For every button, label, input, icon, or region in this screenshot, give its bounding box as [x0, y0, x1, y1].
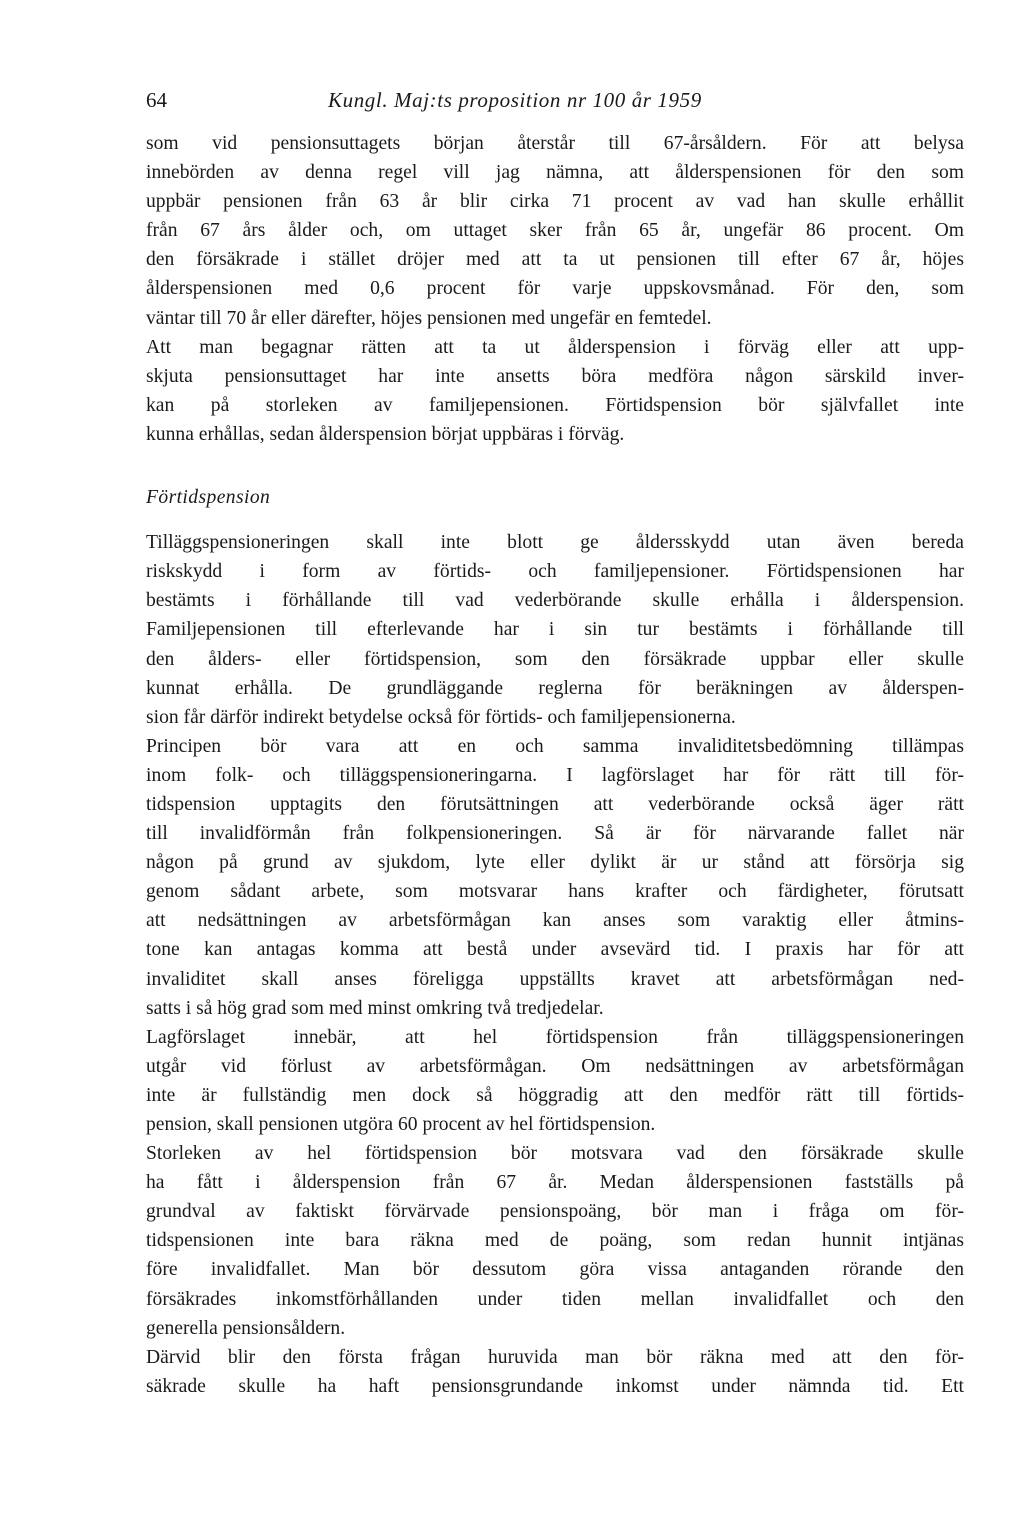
text-line: Principen bör vara att en och samma invaliditetsbedömning tillämpas — [146, 735, 964, 757]
text-line: säkrade skulle ha haft pensionsgrundande inkomst under nämnda tid. Ett — [146, 1375, 964, 1397]
text-line: Lagförslaget innebär, att hel förtidspension från tilläggspensioneringen — [146, 1026, 964, 1048]
text-line: att nedsättningen av arbetsförmågan kan anses som varaktig eller åtmins- — [146, 910, 964, 932]
text-line: satts i så hög grad som med minst omkring två tredjedelar. — [146, 997, 604, 1019]
text-line: den försäkrade i stället dröjer med att ta ut pensionen till efter 67 år, höjes — [146, 249, 964, 271]
text-line: från 67 års ålder och, om uttaget sker från 65 år, ungefär 86 procent. Om — [146, 220, 964, 242]
text-line: ha fått i ålderspension från 67 år. Medan ålderspensionen fastställs på — [146, 1172, 964, 1194]
spacer — [146, 512, 964, 528]
text-line: Att man begagnar rätten att ta ut ålderspension i förväg eller att upp- — [146, 336, 964, 358]
text-line: invaliditet skall anses föreligga uppställts kravet att arbetsförmågan ned- — [146, 968, 964, 990]
text-line: kan på storleken av familjepensionen. Förtidspension bör självfallet inte — [146, 394, 964, 416]
paragraph-block-1 — [146, 129, 964, 449]
page-number: 64 — [146, 88, 167, 112]
text-line: genom sådant arbete, som motsvarar hans krafter och färdigheter, förutsatt — [146, 881, 964, 903]
text-line: tidspensionen inte bara räkna med de poäng, som redan hunnit intjänas — [146, 1230, 964, 1252]
text-line: riskskydd i form av förtids- och familjepensioner. Förtidspensionen har — [146, 561, 964, 583]
text-line: skjuta pensionsuttaget har inte ansetts böra medföra någon särskild inver- — [146, 365, 964, 387]
text-line: tone kan antagas komma att bestå under avsevärd tid. I praxis har för att — [146, 939, 964, 961]
page-body — [146, 129, 964, 1401]
text-line: innebörden av denna regel vill jag nämna, att ålderspensionen för den som — [146, 162, 964, 184]
text-line: utgår vid förlust av arbetsförmågan. Om nedsättningen av arbetsförmågan — [146, 1055, 964, 1077]
text-line: Tilläggspensioneringen skall inte blott ge åldersskydd utan även bereda — [146, 532, 964, 554]
text-line: till invalidförmån från folkpensioneringen. Så är för närvarande fallet när — [146, 823, 964, 845]
text-line: kunna erhållas, sedan ålderspension börjat uppbäras i förväg. — [146, 423, 625, 445]
text-line: uppbär pensionen från 63 år blir cirka 71 procent av vad han skulle erhållit — [146, 191, 964, 213]
text-line: bestämts i förhållande till vad vederbörande skulle erhålla i ålderspension. — [146, 590, 964, 612]
text-line: Familjepensionen till efterlevande har i sin tur bestämts i förhållande till — [146, 619, 964, 641]
text-line: Därvid blir den första frågan huruvida man bör räkna med att den för- — [146, 1346, 964, 1368]
section-heading: Förtidspension — [146, 487, 271, 509]
text-line: före invalidfallet. Man bör dessutom göra vissa antaganden rörande den — [146, 1259, 964, 1281]
text-line: sion får därför indirekt betydelse också för förtids- och familjepensionerna. — [146, 706, 736, 728]
text-line: inom folk- och tilläggspensioneringarna. I lagförslaget har för rätt till för- — [146, 764, 964, 786]
running-title: Kungl. Maj:ts proposition nr 100 år 1959 — [328, 88, 702, 112]
text-line: den ålders- eller förtidspension, som den försäkrade uppbar eller skulle — [146, 648, 964, 670]
text-line: försäkrades inkomstförhållanden under tiden mellan invalidfallet och den — [146, 1288, 964, 1310]
text-line: pension, skall pensionen utgöra 60 procent av hel förtidspension. — [146, 1114, 656, 1135]
text-line: kunnat erhålla. De grundläggande reglerna för beräkningen av ålderspen- — [146, 677, 964, 699]
text-line: inte är fullständig men dock så höggradig att den medför rätt till förtids- — [146, 1084, 964, 1106]
text-line: grundval av faktiskt förvärvade pensionspoäng, bör man i fråga om för- — [146, 1201, 964, 1223]
text-line: Storleken av hel förtidspension bör motsvara vad den försäkrade skulle — [146, 1143, 964, 1165]
text-line: ålderspensionen med 0,6 procent för varje uppskovsmånad. För den, som — [146, 278, 964, 300]
text-line: generella pensionsåldern. — [146, 1317, 346, 1339]
text-line: någon på grund av sjukdom, lyte eller dylikt är ur stånd att försörja sig — [146, 852, 964, 874]
text-line: som vid pensionsuttagets början återstår till 67-årsåldern. För att belysa — [146, 133, 964, 154]
paragraph-block-2 — [146, 528, 964, 1401]
text-line: tidspension upptagits den förutsättningen att vederbörande också äger rätt — [146, 793, 964, 815]
page-header — [146, 88, 966, 118]
text-line: väntar till 70 år eller därefter, höjes pensionen med ungefär en femtedel. — [146, 307, 712, 329]
spacer — [146, 449, 964, 483]
